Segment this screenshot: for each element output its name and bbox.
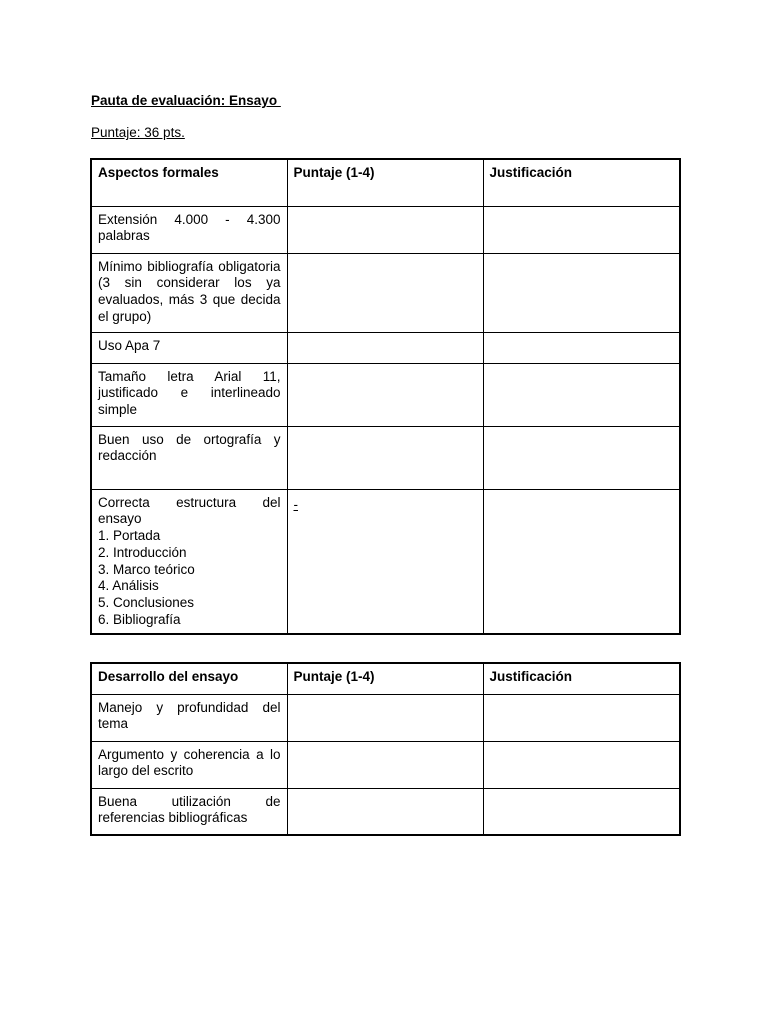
structure-item: 6. Bibliografía — [98, 612, 181, 628]
table-row — [91, 332, 680, 363]
justification-cell[interactable] — [483, 253, 680, 332]
structure-item: 1. Portada — [98, 528, 161, 544]
header-score: Puntaje (1-4) — [287, 159, 483, 206]
score-cell[interactable] — [287, 489, 483, 634]
justification-cell[interactable] — [483, 332, 680, 363]
structure-item: 3. Marco teórico — [98, 561, 195, 577]
total-score: Puntaje: 36 pts. — [91, 125, 185, 140]
aspect-cell: Manejo y profundidad del tema — [91, 694, 287, 741]
justification-cell[interactable] — [483, 694, 680, 741]
justification-cell[interactable] — [483, 426, 680, 489]
aspect-cell: Buena utilización de referencias bibliográficas — [91, 788, 287, 835]
aspect-cell — [91, 206, 287, 253]
score-cell[interactable] — [287, 363, 483, 426]
table-row — [91, 206, 680, 253]
score-mark: - — [293, 496, 298, 512]
structure-item: 5. Conclusiones — [98, 595, 195, 611]
header-score: Puntaje (1-4) — [287, 663, 483, 694]
header-aspects: Desarrollo del ensayo — [91, 663, 287, 694]
structure-item: 4. Análisis — [98, 578, 159, 594]
justification-cell[interactable] — [483, 206, 680, 253]
score-cell[interactable] — [287, 332, 483, 363]
aspect-cell: Uso Apa 7 — [91, 332, 287, 363]
aspect-cell — [91, 489, 287, 634]
aspect-cell: Buen uso de ortografía y redacción — [91, 426, 287, 489]
table-row — [91, 363, 680, 426]
aspect-text: Extensión 4.000 - 4.300 palabras — [98, 211, 281, 244]
document-title: Pauta de evaluación: Ensayo — [91, 93, 281, 108]
header-justification: Justificación — [483, 159, 680, 206]
structure-item: 2. Introducción — [98, 544, 187, 560]
score-cell[interactable] — [287, 253, 483, 332]
table-header-row — [91, 663, 680, 694]
table-row — [91, 253, 680, 332]
justification-cell[interactable] — [483, 741, 680, 788]
score-cell[interactable] — [287, 206, 483, 253]
table-row — [91, 694, 680, 741]
justification-cell[interactable] — [483, 363, 680, 426]
score-cell[interactable] — [287, 694, 483, 741]
aspect-cell: Tamaño letra Arial 11, justificado e interlineado simple — [91, 363, 287, 426]
score-cell[interactable] — [287, 788, 483, 835]
justification-cell[interactable] — [483, 788, 680, 835]
table-row — [91, 426, 680, 489]
formal-aspects-table — [90, 158, 681, 635]
score-cell[interactable] — [287, 741, 483, 788]
aspect-cell: Mínimo bibliografía obligatoria (3 sin considerar los ya evaluados, más 3 que decida el grupo) — [91, 253, 287, 332]
aspect-intro: Correcta estructura del ensayo — [98, 494, 281, 527]
essay-development-table — [90, 662, 681, 836]
header-aspects: Aspectos formales — [91, 159, 287, 206]
table-row — [91, 741, 680, 788]
aspect-cell: Argumento y coherencia a lo largo del escrito — [91, 741, 287, 788]
table-row — [91, 489, 680, 634]
table-row — [91, 788, 680, 835]
header-justification: Justificación — [483, 663, 680, 694]
score-cell[interactable] — [287, 426, 483, 489]
justification-cell[interactable] — [483, 489, 680, 634]
table-header-row — [91, 159, 680, 206]
